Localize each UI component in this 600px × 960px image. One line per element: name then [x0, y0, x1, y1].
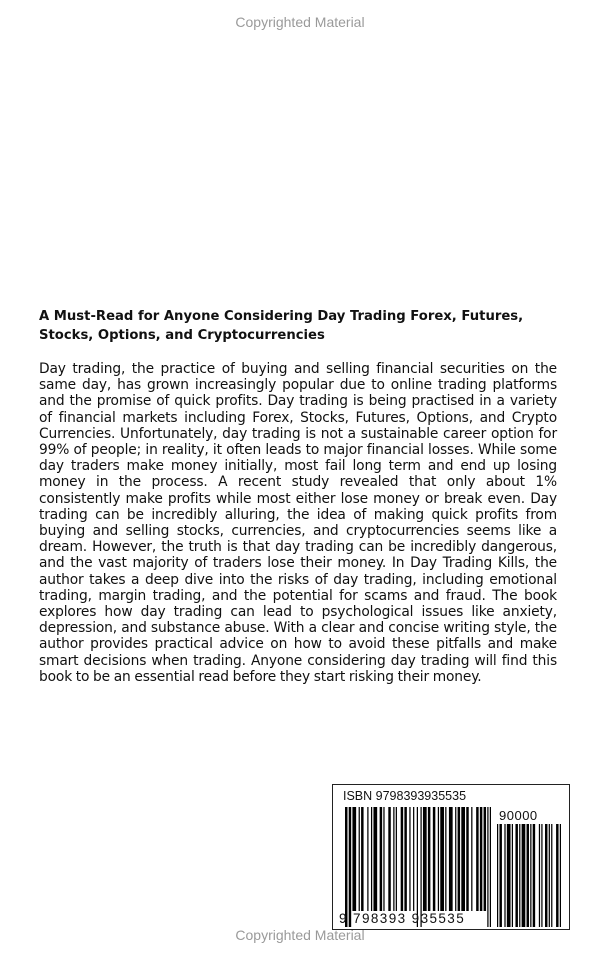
barcode-bar — [539, 824, 540, 927]
barcode-bar — [480, 807, 482, 911]
copyright-watermark-top: Copyrighted Material — [235, 14, 365, 30]
barcode-bar — [455, 807, 456, 911]
barcode-bar — [560, 824, 561, 927]
barcode-bar — [533, 824, 535, 927]
barcode-bar — [507, 824, 511, 927]
barcode-bar — [440, 807, 444, 911]
price-addon-label: 90000 — [499, 808, 538, 823]
barcode-bar — [466, 807, 468, 911]
barcode-bar — [404, 807, 406, 911]
barcode-bar — [541, 824, 542, 927]
back-cover-headline: A Must-Read for Anyone Considering Day Trading Forex, Futures, Stocks, Options, and Cryptocurrencies — [39, 309, 524, 343]
barcode-bar — [487, 807, 488, 927]
barcode-bar — [420, 807, 421, 927]
barcode-bar — [383, 807, 384, 911]
barcode-bar — [527, 824, 529, 927]
barcode-bar — [373, 807, 377, 911]
barcode-bar — [388, 807, 390, 911]
price-addon-barcode-icon — [497, 824, 561, 927]
barcode-bar — [433, 807, 435, 911]
ean13-barcode-icon — [345, 807, 491, 927]
barcode-bar — [461, 807, 465, 911]
barcode-bar — [345, 807, 347, 927]
barcode-bar — [445, 807, 446, 911]
isbn-label: ISBN 9798393935535 — [343, 789, 467, 803]
barcode-bar — [349, 807, 351, 927]
barcode-bar — [504, 824, 505, 927]
barcode-bar — [367, 807, 368, 911]
barcode-bar — [428, 807, 430, 911]
barcode-bar — [490, 807, 491, 927]
barcode-bar — [417, 807, 418, 927]
barcode-bar — [476, 807, 478, 911]
barcode-bar — [359, 807, 360, 911]
barcode-bar — [519, 824, 520, 927]
barcode-bar — [371, 807, 372, 911]
barcode-bar — [409, 807, 410, 911]
back-cover-text — [39, 307, 557, 685]
barcode-bar — [556, 824, 558, 927]
barcode-bar — [393, 807, 394, 911]
barcode-bar — [515, 824, 517, 927]
barcode-bar — [438, 807, 439, 911]
barcode-bar — [352, 807, 356, 911]
copyright-watermark-bottom: Copyrighted Material — [235, 927, 365, 943]
barcode-bar — [361, 807, 363, 911]
barcode-bar — [522, 824, 526, 927]
barcode-bar — [530, 824, 531, 927]
barcode-bar — [413, 807, 414, 911]
barcode-digits: 9 798393 935535 — [339, 911, 466, 926]
barcode-bar — [499, 824, 501, 927]
barcode-bar — [449, 807, 453, 911]
barcode-bar — [423, 807, 427, 911]
barcode-bar — [549, 824, 550, 927]
barcode-bar — [396, 807, 397, 911]
isbn-barcode — [332, 784, 570, 930]
barcode-bar — [551, 824, 552, 927]
barcode-bar — [401, 807, 403, 911]
barcode-bar — [484, 807, 486, 911]
barcode-bar — [497, 824, 498, 927]
barcode-bar — [471, 807, 472, 911]
barcode-bar — [512, 824, 513, 927]
back-cover-description: Day trading, the practice of buying and selling financial securities on the same day, has grown increasingly popular due to online trading platforms and the promise of quick profits. Day trading is being practised in a variety of financial markets including Forex, Stocks, Futures, Options, and Crypto Currencies. Unfortunately, day trading is not a sustainable career option for 99% of people; in reality, it often leads to major financial losses. While some day traders make money initially, most fail long term and end up losing money in the process. A recent study revealed that only about 1% consistently make profits while most either lose money or break even. Day trading can be incredibly alluring, the idea of making quick profits from buying and selling stocks, currencies, and cryptocurrencies seems like a dream. However, the truth is that day trading can be incredibly dangerous, and the vast majority of traders lose their money. In Day Trading Kills, the author takes a deep dive into the risks of day trading, including emotional trading, margin trading, and the potential for scams and fraud. The book explores how day trading can lead to psychological issues like anxiety, depression, and substance abuse. With a clear and concise writing style, the author provides practical advice on how to avoid these pitfalls and make smart decisions when trading. Anyone considering day trading will find this book to be an essential read before they start risking their money. — [39, 361, 557, 685]
barcode-bar — [458, 807, 460, 911]
barcode-bar — [545, 824, 547, 927]
barcode-bar — [380, 807, 382, 911]
